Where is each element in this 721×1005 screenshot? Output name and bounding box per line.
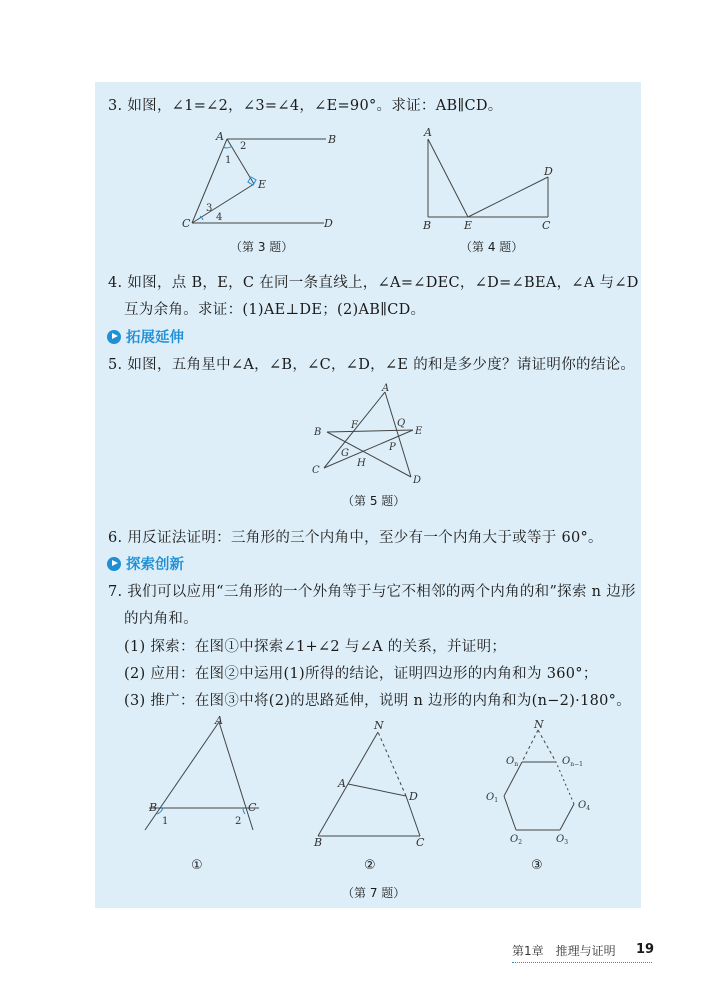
- fig5-label-a: A: [382, 383, 390, 394]
- fig7-3-label-on1: [562, 756, 583, 768]
- section-explore-title: 探索创新: [126, 557, 184, 573]
- problem-7-line-2: 的内角和。: [124, 611, 198, 627]
- figure-5-caption: （第 5 题）: [342, 494, 406, 508]
- fig4-label-b: B: [423, 219, 432, 232]
- fig7-2-label-a: A: [338, 777, 346, 790]
- footer-divider: [512, 962, 652, 963]
- fig3-label-d: D: [324, 217, 333, 230]
- fig7-1-angle-2: 2: [235, 816, 242, 827]
- fig4-label-a: A: [424, 126, 432, 139]
- fig5-label-g: G: [341, 448, 349, 459]
- page-number: 19: [636, 942, 655, 957]
- fig3-angle-3: 3: [206, 203, 213, 214]
- problem-4-line-2: 互为余角。求证：(1)AE⊥DE；(2)AB∥CD。: [124, 302, 426, 318]
- fig3-label-e: E: [258, 178, 267, 191]
- problem-4-line-1: 4. 如图，点 B，E，C 在同一条直线上，∠A=∠DEC，∠D=∠BEA，∠A 与∠D: [108, 275, 639, 291]
- fig7-3-o: O: [506, 756, 515, 767]
- fig7-3-o: O: [510, 834, 519, 845]
- fig7-3-o: O: [556, 834, 565, 845]
- problem-3: 3. 如图，∠1=∠2，∠3=∠4，∠E=90°。求证：AB∥CD。: [108, 98, 503, 114]
- fig7-3-sub-2: 2: [518, 839, 523, 846]
- section-explore: [107, 553, 184, 574]
- section-extension: [107, 326, 184, 347]
- problem-5: 5. 如图，五角星中∠A，∠B，∠C，∠D，∠E 的和是多少度？请证明你的结论。: [108, 357, 636, 373]
- fig7-3-sub-1: 1: [494, 797, 499, 804]
- fig4-label-d: D: [544, 165, 553, 178]
- fig4-label-e: E: [464, 219, 473, 232]
- fig7-2-label-d: D: [409, 790, 418, 803]
- fig3-angle-4: 4: [216, 212, 223, 223]
- fig7-3-sub-n1: n−1: [570, 761, 583, 768]
- fig7-2-label-n: N: [374, 719, 384, 732]
- fig7-3-sub-3: 3: [564, 839, 569, 846]
- figure-4-caption: （第 4 题）: [460, 240, 524, 254]
- fig7-3-label-on: [506, 756, 518, 768]
- problem-7-line-1: 7. 我们可以应用“三角形的一个外角等于与它不相邻的两个内角的和”探索 n 边形: [108, 584, 636, 600]
- fig7-2-label-c: C: [416, 836, 425, 847]
- fig5-label-c: C: [312, 465, 320, 476]
- fig7-1-label-a: A: [215, 714, 223, 727]
- problem-6: 6. 用反证法证明：三角形的三个内角中，至少有一个内角大于或等于 60°。: [108, 530, 603, 546]
- fig7-3-o: O: [562, 756, 571, 767]
- fig5-label-f: F: [351, 420, 358, 431]
- play-icon: [107, 557, 121, 571]
- fig3-angle-2: 2: [240, 141, 247, 152]
- figure-7-label-2: ②: [364, 858, 376, 873]
- chapter-footer: 第1章 推理与证明: [512, 944, 616, 958]
- fig4-label-c: C: [542, 219, 551, 232]
- problem-7-sub-3: (3) 推广：在图③中将(2)的思路延伸，说明 n 边形的内角和为(n−2)·180°。: [124, 693, 632, 709]
- fig7-1-label-c: C: [248, 801, 257, 814]
- fig7-3-label-o2: [510, 834, 522, 846]
- play-icon: [107, 330, 121, 344]
- fig7-3-label-n: N: [534, 718, 544, 731]
- fig7-3-o: O: [578, 800, 587, 811]
- figure-5-star: [305, 380, 430, 490]
- figure-3-caption: （第 3 题）: [230, 240, 294, 254]
- fig7-1-angle-1: 1: [162, 816, 169, 827]
- fig5-label-b: B: [314, 427, 322, 438]
- fig7-1-label-b: B: [149, 801, 158, 814]
- fig7-3-label-o3: [556, 834, 568, 846]
- figure-7-3: [478, 712, 608, 847]
- fig7-3-label-o4: [578, 800, 590, 812]
- fig3-label-a: A: [216, 130, 224, 143]
- figure-7-1: [135, 712, 275, 837]
- fig3-angle-1: 1: [225, 155, 232, 166]
- fig5-label-p: P: [389, 442, 396, 453]
- fig7-3-sub-n: n: [514, 761, 519, 768]
- fig7-3-label-o1: [486, 792, 498, 804]
- fig5-label-q: Q: [397, 418, 406, 429]
- problem-7-sub-1: (1) 探索：在图①中探索∠1+∠2 与∠A 的关系，并证明；: [124, 639, 507, 655]
- fig5-label-d: D: [413, 475, 422, 486]
- figure-7-2: [308, 712, 438, 847]
- figure-7-label-3: ③: [531, 858, 543, 873]
- fig7-3-sub-4: 4: [586, 805, 591, 812]
- fig3-label-c: C: [182, 217, 191, 230]
- figure-3: [170, 125, 340, 235]
- fig5-label-h: H: [357, 458, 366, 469]
- section-extension-title: 拓展延伸: [126, 330, 184, 346]
- problem-7-sub-2: (2) 应用：在图②中运用(1)所得的结论，证明四边形的内角和为 360°；: [124, 666, 598, 682]
- fig7-2-label-b: B: [314, 836, 323, 847]
- figure-7-caption: （第 7 题）: [342, 886, 406, 900]
- fig3-label-b: B: [328, 133, 337, 146]
- figure-4: [420, 125, 570, 235]
- figure-7-label-1: ①: [191, 858, 203, 873]
- fig5-label-e: E: [415, 426, 423, 437]
- fig7-3-o: O: [486, 792, 495, 803]
